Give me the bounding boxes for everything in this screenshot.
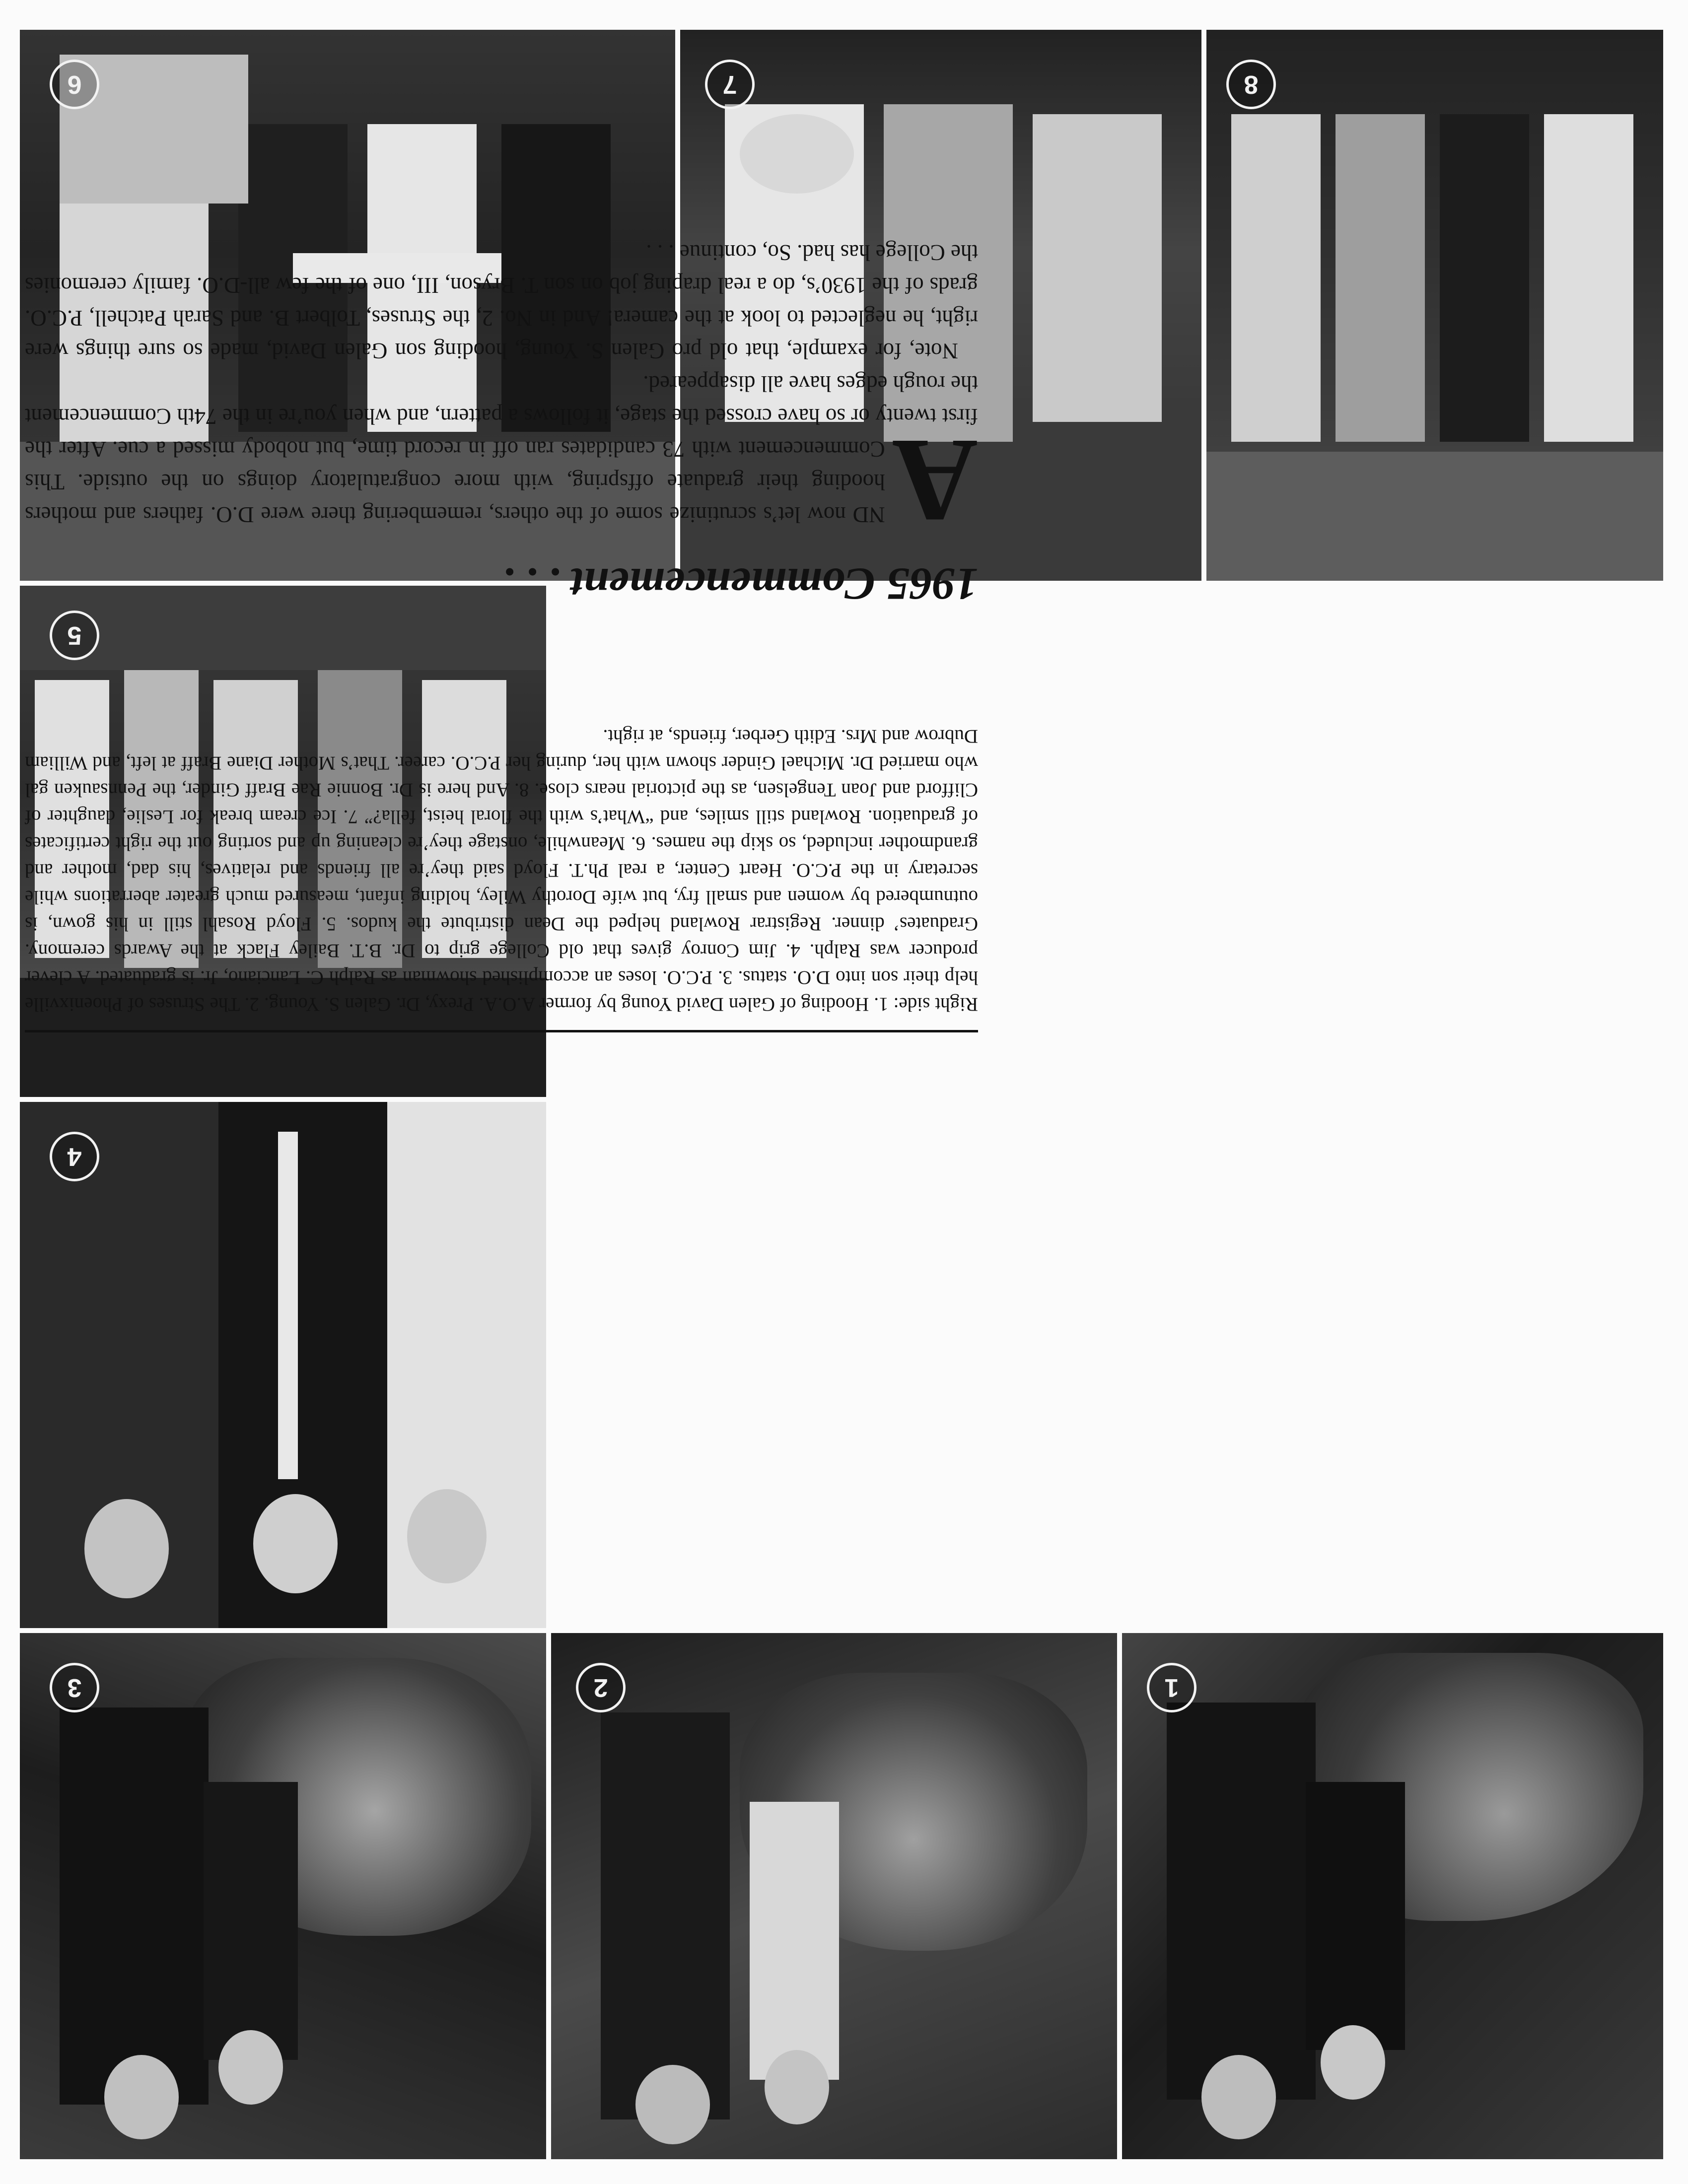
photo-number-badge: 3 [50,1663,99,1712]
photo-number-badge: 6 [50,60,99,109]
drop-cap: A [892,415,978,547]
photo-number-badge: 8 [1226,60,1276,109]
photo-1-hooding-young [1122,1633,1663,2159]
photo-number-badge: 1 [1147,1663,1196,1712]
photo-captions: Right side: 1. Hooding of Galen David Young by former A.O.A. Prexy, Dr. Galen S. Young. 2. The Struses of Phoenixville help their son into D.O. status. 3. P.C.O. loses an accomplished showman as Ralph C. Lanciano, Jr. is graduated. A clever producer was Ralph. 4. Jim Conroy gives that old College grip to Dr. B.T. Bailey Flack at the Awards ceremony. Graduates’ dinner. Registrar Rowland helped the Dean distribute the kudos. 5. Floyd Rosahl still in his gown, is outnumbered by women and small fry, but wife Dorothy Wiley, holding infant, measured much greater aberrations while secretary in the P.C.O. Heart Center, a real Ph.T. Floyd said they’re all friends and relatives, his dad, mother and grandmother included, so skip the names. 6. Meanwhile, onstage they’re cleaning up and sorting out the right certificates of graduation. Rowland still smiles, and “What’s with the floral heist, fella?” 7. Ice cream break for Leslie, daughter of Clifford and Joan Tengelsen, as the pictorial nears close. 8. And here is Dr. Bonnie Rae Braff Ginder, the Pennsauken gal who married Dr. Michael Ginder shown with her, during her P.C.O. career. That’s Mother Diane Braff at left, and William Dubrow and Mrs. Edith Gerber, friends, at right. [25,726,978,1015]
intro-paragraph: Note, for example, that old pro Galen S. Young, hooding son Galen David, made so sure things were right, he neglected to look at the camera! And in No. 2, the Struses, Tolbert B. and Sarah Patchell, P.C.O. grads of the 1930’s, do a real draping job on son T. Bryson, III, one of the few all-D.O. family ceremonies the College has had. So, continue . . . [25,240,978,363]
photo-number-badge: 2 [576,1663,626,1712]
photo-3-lanciano [20,1633,546,2159]
article-heading: 1965 Commencement . . . [502,559,978,610]
photo-2-struses [551,1633,1117,2159]
article-intro [25,236,978,547]
photo-number-badge: 4 [50,1132,99,1181]
photo-8-braff-ginder [1206,30,1663,581]
photo-4-conroy-flack [20,1102,546,1628]
photo-number-badge: 7 [705,60,755,109]
intro-paragraph: A ND now let’s scrutinize some of the others, remembering there were D.O. fathers and mothers hooding their graduate offspring, with more congratulatory doings on the outside. This Commencement with 73 candidates ran off in record time, but nobody missed a cue. After the first twenty or so have crossed the stage, it follows a pattern, and when you’re in the 74th Commencement the rough edges have all disappeared. [25,371,978,547]
section-divider [25,1030,978,1032]
photo-number-badge: 5 [50,611,99,660]
